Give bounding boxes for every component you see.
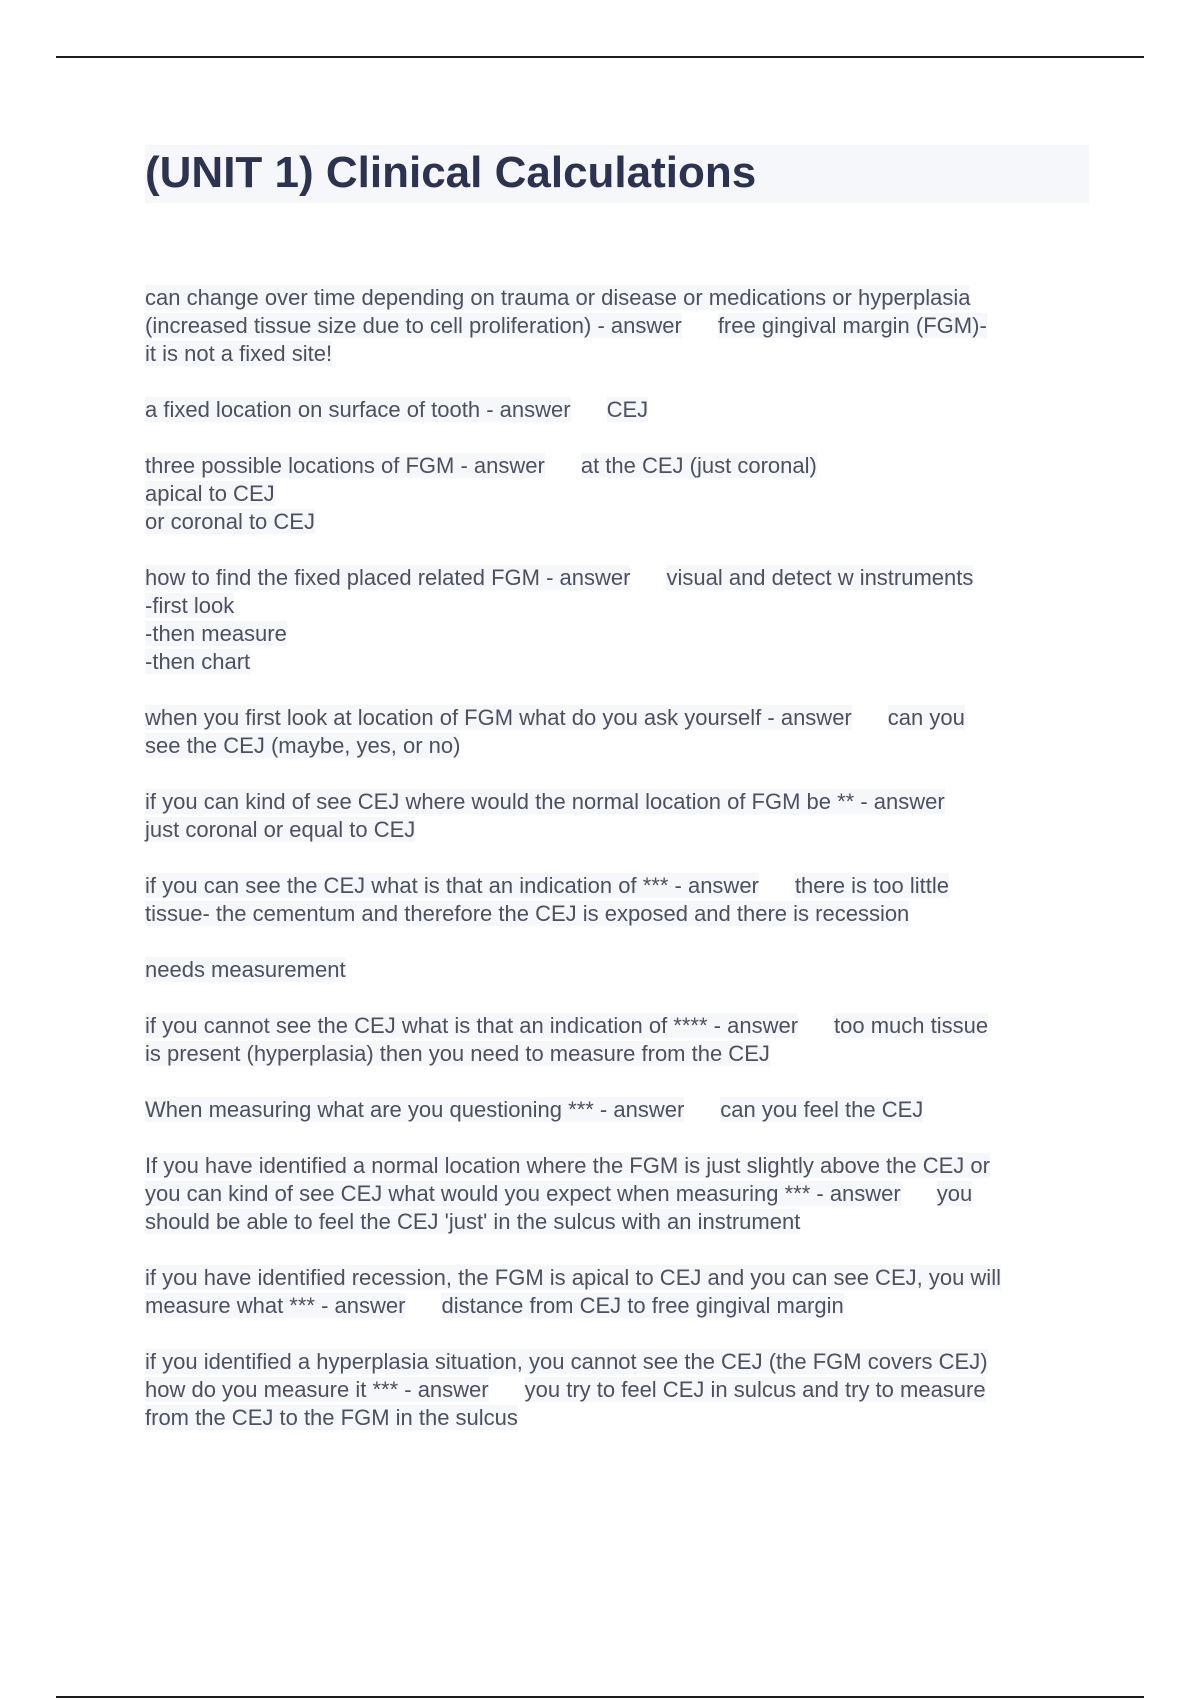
qa-line bbox=[145, 788, 1095, 816]
question-text: if you can see the CEJ what is that an indication of *** - answer bbox=[145, 873, 759, 898]
qa-item bbox=[145, 704, 1095, 760]
qa-line bbox=[145, 564, 1095, 592]
qa-line bbox=[145, 1096, 1095, 1124]
qa-line bbox=[145, 872, 1095, 900]
answer-text: there is too little bbox=[794, 873, 949, 898]
qa-line bbox=[145, 1040, 1095, 1068]
question-text: If you have identified a normal location where the FGM is just slightly above the CEJ or bbox=[145, 1153, 990, 1178]
qa-line bbox=[145, 1152, 1095, 1180]
qa-line bbox=[145, 648, 1095, 676]
question-text: can change over time depending on trauma or disease or medications or hyperplasia bbox=[145, 285, 971, 310]
question-text: you can kind of see CEJ what would you expect when measuring *** - answer bbox=[145, 1181, 901, 1206]
answer-text: distance from CEJ to free gingival margin bbox=[441, 1293, 844, 1318]
page-title: (UNIT 1) Clinical Calculations bbox=[145, 148, 757, 197]
answer-text: can you feel the CEJ bbox=[720, 1097, 924, 1122]
qa-item bbox=[145, 1152, 1095, 1236]
answer-text: it is not a fixed site! bbox=[145, 341, 333, 366]
qa-line bbox=[145, 1348, 1095, 1376]
answer-text: from the CEJ to the FGM in the sulcus bbox=[145, 1405, 518, 1430]
question-text: when you first look at location of FGM what do you ask yourself - answer bbox=[145, 705, 852, 730]
qa-line bbox=[145, 1376, 1095, 1404]
answer-text: you try to feel CEJ in sulcus and try to measure bbox=[524, 1377, 986, 1402]
question-text: (increased tissue size due to cell proliferation) - answer bbox=[145, 313, 682, 338]
question-text: When measuring what are you questioning *** - answer bbox=[145, 1097, 685, 1122]
qa-item bbox=[145, 1012, 1095, 1068]
qa-line bbox=[145, 900, 1095, 928]
qa-line bbox=[145, 1180, 1095, 1208]
qa-item bbox=[145, 956, 1095, 984]
qa-line bbox=[145, 816, 1095, 844]
qa-line bbox=[145, 452, 1095, 480]
question-text: if you can kind of see CEJ where would the normal location of FGM be ** - answer bbox=[145, 789, 945, 814]
answer-text: -then measure bbox=[145, 621, 287, 646]
qa-item bbox=[145, 1264, 1095, 1320]
question-text: how to find the fixed placed related FGM - answer bbox=[145, 565, 631, 590]
question-text: how do you measure it *** - answer bbox=[145, 1377, 489, 1402]
qa-line bbox=[145, 312, 1095, 340]
question-text: a fixed location on surface of tooth - answer bbox=[145, 397, 571, 422]
qa-line bbox=[145, 508, 1095, 536]
qa-list bbox=[145, 284, 1095, 1460]
qa-line bbox=[145, 1404, 1095, 1432]
answer-text: you bbox=[936, 1181, 973, 1206]
qa-line bbox=[145, 1264, 1095, 1292]
answer-text: free gingival margin (FGM)- bbox=[717, 313, 987, 338]
qa-line bbox=[145, 1012, 1095, 1040]
answer-text: -then chart bbox=[145, 649, 251, 674]
answer-text: or coronal to CEJ bbox=[145, 509, 315, 534]
answer-text: can you bbox=[887, 705, 965, 730]
answer-text: too much tissue bbox=[834, 1013, 989, 1038]
qa-line bbox=[145, 480, 1095, 508]
top-rule bbox=[56, 56, 1144, 58]
answer-text: tissue- the cementum and therefore the CEJ is exposed and there is recession bbox=[145, 901, 910, 926]
qa-item bbox=[145, 788, 1095, 844]
question-text: if you cannot see the CEJ what is that an indication of **** - answer bbox=[145, 1013, 799, 1038]
question-text: if you identified a hyperplasia situation, you cannot see the CEJ (the FGM covers CEJ) bbox=[145, 1349, 988, 1374]
qa-line bbox=[145, 1292, 1095, 1320]
answer-text: visual and detect w instruments bbox=[666, 565, 974, 590]
question-text: three possible locations of FGM - answer bbox=[145, 453, 545, 478]
qa-line bbox=[145, 396, 1095, 424]
qa-item bbox=[145, 452, 1095, 536]
qa-line bbox=[145, 284, 1095, 312]
answer-text: at the CEJ (just coronal) bbox=[580, 453, 817, 478]
qa-line bbox=[145, 592, 1095, 620]
qa-item bbox=[145, 872, 1095, 928]
qa-item bbox=[145, 284, 1095, 368]
bottom-rule bbox=[56, 1696, 1144, 1698]
qa-line bbox=[145, 956, 1095, 984]
answer-text: needs measurement bbox=[145, 957, 346, 982]
qa-line bbox=[145, 620, 1095, 648]
answer-text: just coronal or equal to CEJ bbox=[145, 817, 416, 842]
qa-item bbox=[145, 396, 1095, 424]
answer-text: see the CEJ (maybe, yes, or no) bbox=[145, 733, 461, 758]
qa-line bbox=[145, 732, 1095, 760]
answer-text: is present (hyperplasia) then you need to measure from the CEJ bbox=[145, 1041, 770, 1066]
qa-line bbox=[145, 340, 1095, 368]
qa-item bbox=[145, 1096, 1095, 1124]
answer-text: should be able to feel the CEJ 'just' in the sulcus with an instrument bbox=[145, 1209, 801, 1234]
qa-line bbox=[145, 1208, 1095, 1236]
answer-text: -first look bbox=[145, 593, 235, 618]
question-text: measure what *** - answer bbox=[145, 1293, 406, 1318]
answer-text: CEJ bbox=[606, 397, 649, 422]
question-text: if you have identified recession, the FGM is apical to CEJ and you can see CEJ, you will bbox=[145, 1265, 1001, 1290]
qa-item bbox=[145, 1348, 1095, 1432]
qa-item bbox=[145, 564, 1095, 676]
qa-line bbox=[145, 704, 1095, 732]
answer-text: apical to CEJ bbox=[145, 481, 275, 506]
